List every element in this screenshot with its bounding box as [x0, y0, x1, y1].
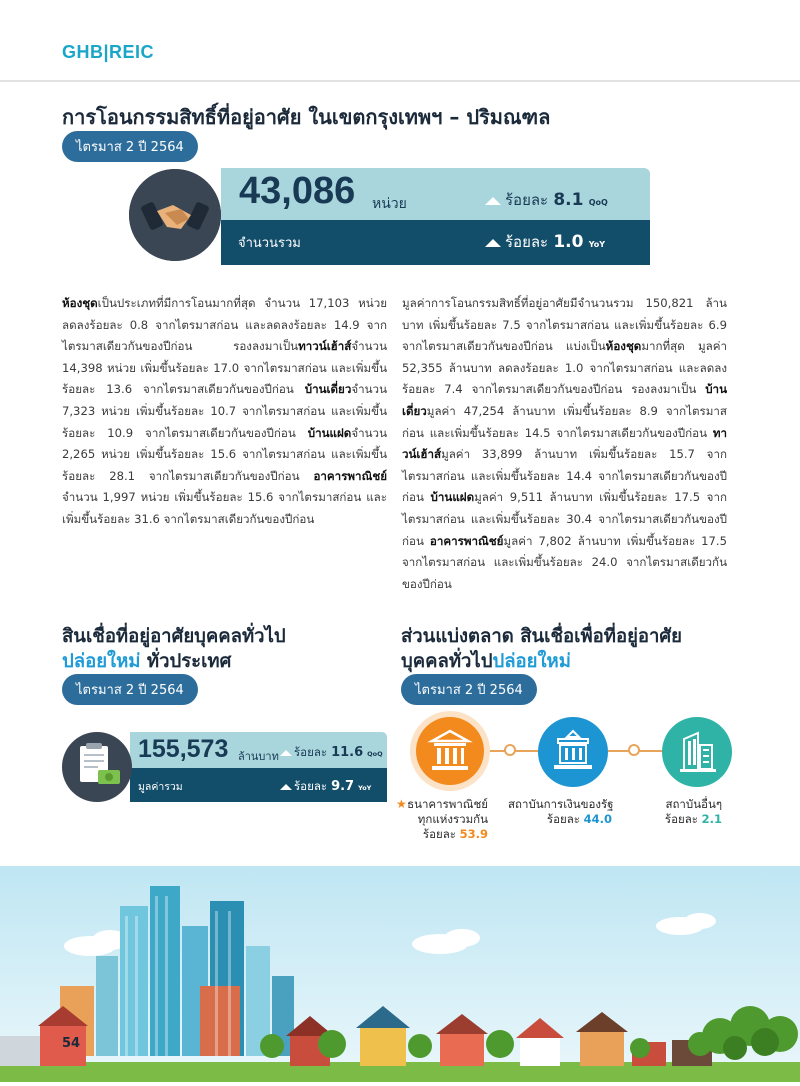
left-paragraph	[62, 293, 387, 531]
property-type-term: บ้านแฝด	[307, 425, 352, 440]
section2-qoq: ร้อยละ 11.6 QoQ	[280, 744, 383, 762]
paragraph-text: มูลค่า 7,802 ล้านบาท เพิ่มขึ้นร้อยละ 17.5 จากไตรมาสก่อน และเพิ่มขึ้นร้อยละ 24.0 จากไตรมาสเดียวกันของปีก่อน	[402, 533, 727, 591]
right-paragraph	[402, 293, 727, 595]
section2-total-value: 155,573	[138, 735, 229, 763]
paragraph-text: จำนวน 7,323 หน่วย เพิ่มขึ้นร้อยละ 10.7 จากไตรมาสก่อน และเพิ่มขึ้นร้อยละ 10.9 จากไตรมาสเดียวกันของปีก่อน	[62, 382, 387, 440]
property-type-term: ห้องชุด	[605, 339, 642, 354]
paragraph-text: จำนวน 1,997 หน่วย เพิ่มขึ้นร้อยละ 15.6 จากไตรมาสก่อน และเพิ่มขึ้นร้อยละ 31.6 จากไตรมาสเดียวกันของปีก่อน	[62, 490, 387, 526]
section1-total-unit: หน่วย	[372, 196, 407, 212]
section1-total-label: จำนวนรวม	[238, 236, 301, 251]
arrow-up-icon	[280, 750, 292, 756]
page-number: 54	[62, 1036, 81, 1051]
section1-summary-card	[129, 168, 650, 265]
section1-period-badge: ไตรมาส 2 ปี 2564	[62, 131, 198, 162]
section2-total-label: มูลค่ารวม	[138, 781, 183, 793]
connector-dot	[504, 744, 516, 756]
section1-total-value: 43,086	[239, 170, 356, 212]
bank-icon	[416, 717, 484, 785]
cityscape-illustration	[0, 866, 800, 1082]
logo: GHB|REIC	[62, 42, 155, 62]
paragraph-text: มากที่สุด มูลค่า 52,355 ล้านบาท ลดลงร้อยละ 1.0 จากไตรมาสก่อน และลดลงร้อยละ 7.4 จากไตรมาสเดียวกันของปีก่อน รองลงมาเป็น	[402, 339, 728, 397]
section2-period-badge: ไตรมาส 2 ปี 2564	[62, 674, 198, 705]
section1-qoq: ร้อยละ 8.1 QoQ	[485, 188, 608, 212]
market-share-item: สถาบันอื่นๆ ร้อยละ 2.1	[664, 797, 722, 826]
property-type-term: บ้านเดี่ยว	[304, 382, 352, 397]
arrow-up-icon	[485, 197, 501, 205]
property-type-term: อาคารพาณิชย์	[313, 468, 387, 483]
property-type-term: บ้านเดี่ยว	[402, 382, 727, 418]
paragraph-text: มูลค่า 33,899 ล้านบาท เพิ่มขึ้นร้อยละ 15.7 จากไตรมาสก่อน และเพิ่มขึ้นร้อยละ 14.4 จากไตรมาสเดียวกันของปีก่อน	[402, 447, 727, 505]
market-share-chart	[396, 708, 760, 858]
paragraph-text: มูลค่าการโอนกรรมสิทธิ์ที่อยู่อาศัยมีจำนวนรวม 150,821 ล้านบาท เพิ่มขึ้นร้อยละ 7.5 จากไตรมาสก่อน และเพิ่มขึ้นร้อยละ 6.9 จากไตรมาสเดียวกันของปีก่อน แบ่งเป็น	[402, 296, 727, 354]
section2-yoy: ร้อยละ 9.7 YoY	[280, 778, 371, 796]
paragraph-text: จำนวน 2,265 หน่วย เพิ่มขึ้นร้อยละ 15.6 จากไตรมาสก่อน และเพิ่มขึ้นร้อยละ 28.1 จากไตรมาสเดียวกันของปีก่อน	[62, 425, 387, 483]
paragraph-text: มูลค่า 47,254 ล้านบาท เพิ่มขึ้นร้อยละ 8.9 จากไตรมาสก่อน และเพิ่มขึ้นร้อยละ 14.5 จากไตรมาสเดียวกันของปีก่อน	[402, 403, 727, 440]
section3-period-badge: ไตรมาส 2 ปี 2564	[401, 674, 537, 705]
property-type-term: ทาวน์เฮ้าส์	[298, 339, 352, 354]
property-type-term: ห้องชุด	[62, 296, 98, 310]
section1-title: การโอนกรรมสิทธิ์ที่อยู่อาศัย ในเขตกรุงเทพฯ – ปริมณฑล	[62, 105, 551, 129]
section2-title: สินเชื่อที่อยู่อาศัยบุคคลทั่วไป ปล่อยใหม่ ทั่วประเทศ	[62, 626, 286, 672]
star-icon: ★	[396, 797, 407, 811]
paragraph-text: มูลค่า 9,511 ล้านบาท เพิ่มขึ้นร้อยละ 17.5 จากไตรมาสก่อน และเพิ่มขึ้นร้อยละ 30.4 จากไตรมาสเดียวกันของปีก่อน	[402, 490, 728, 548]
section1-yoy: ร้อยละ 1.0 YoY	[485, 230, 605, 254]
section3-title: ส่วนแบ่งตลาด สินเชื่อเพื่อที่อยู่อาศัย บุคคลทั่วไปปล่อยใหม่	[401, 626, 683, 672]
property-type-term: บ้านแฝด	[430, 490, 475, 505]
paragraph-text: เป็นประเภทที่มีการโอนมากที่สุด จำนวน 17,103 หน่วย ลดลงร้อยละ 0.8 จากไตรมาสก่อน และลดลงร้อยละ 14.9 จากไตรมาสเดียวกันของปีก่อน รองลงมาเป็น	[62, 296, 387, 354]
market-share-item: สถาบันการเงินของรัฐ ร้อยละ 44.0	[508, 797, 614, 826]
arrow-up-icon	[485, 239, 501, 247]
office-building-icon	[662, 717, 732, 787]
section2-total-unit: ล้านบาท	[238, 750, 279, 763]
paragraph-text: จำนวน 14,398 หน่วย เพิ่มขึ้นร้อยละ 17.0 จากไตรมาสก่อน และเพิ่มขึ้นร้อยละ 13.6 จากไตรมาสเดียวกันของปีก่อน	[62, 339, 387, 397]
government-building-icon	[538, 717, 608, 787]
property-type-term: อาคารพาณิชย์	[429, 533, 504, 548]
section2-summary-card	[62, 732, 387, 802]
arrow-up-icon	[280, 784, 292, 790]
document-money-icon	[62, 732, 132, 802]
header-divider	[0, 80, 800, 82]
market-share-item: ธนาคารพาณิชย์ ทุกแห่งรวมกัน ร้อยละ 53.9	[407, 797, 488, 841]
connector-dot	[628, 744, 640, 756]
property-type-term: ทาวน์เฮ้าส์	[402, 425, 727, 462]
handshake-icon	[129, 169, 221, 261]
